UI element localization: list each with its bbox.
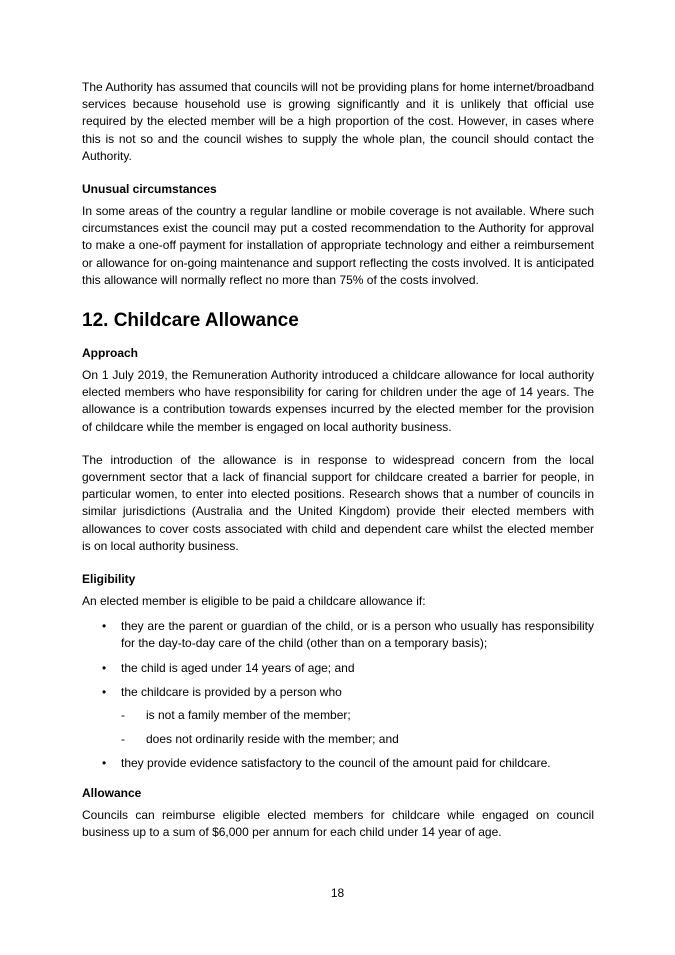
list-item <box>82 660 594 677</box>
approach-paragraph-2: The introduction of the allowance is in response to widespread concern from the local government sector that a lack of financial support for childcare created a barrier for people, in particular women, to enter into elected positions. Research shows that a number of councils in similar jurisdictions (Australia and the United Kingdom) provide their elected members with allowances to cover costs associated with child and dependent care whilst the elected member is on local authority business. <box>82 452 594 553</box>
list-item <box>82 755 594 772</box>
list-item-text: the child is aged under 14 years of age; and <box>121 660 355 675</box>
list-item <box>82 684 594 749</box>
list-item-text: they are the parent or guardian of the child, or is a person who usually has responsibility for the day-to-day care of the child (other than on a temporary basis); <box>121 619 594 651</box>
sub-list-item-text: does not ordinarily reside with the member; and <box>146 732 399 747</box>
approach-paragraph-1: On 1 July 2019, the Remuneration Authority introduced a childcare allowance for local authority elected members who have responsibility for caring for children under the age of 14 years. The allowance is a contribution towards expenses incurred by the elected member for the provision of childcare while the member is engaged on local authority business. <box>82 368 594 434</box>
dash-icon: - <box>121 732 125 747</box>
section-title: 12. Childcare Allowance <box>82 310 299 332</box>
sub-list-item <box>121 731 594 748</box>
dash-icon: - <box>121 708 125 723</box>
list-item-text: they provide evidence satisfactory to the council of the amount paid for childcare. <box>121 756 551 771</box>
list-item <box>82 618 594 652</box>
eligibility-intro: An elected member is eligible to be paid a childcare allowance if: <box>82 594 426 609</box>
page-number: 18 <box>330 886 345 900</box>
sub-list <box>121 707 594 748</box>
eligibility-list <box>82 618 594 772</box>
sub-list-item-text: is not a family member of the member; <box>146 708 351 723</box>
broadband-paragraph: The Authority has assumed that councils will not be providing plans for home internet/broadband services because household use is growing significantly and it is unlikely that official use required by the elected member will be a high proportion of the cost. However, in cases where this is not so and the council wishes to supply the whole plan, the council should contact the Authority. <box>82 80 594 163</box>
eligibility-heading: Eligibility <box>82 572 136 587</box>
bullet-icon: • <box>102 660 107 675</box>
list-item-text: the childcare is provided by a person who <box>121 684 342 699</box>
approach-heading: Approach <box>82 346 139 361</box>
bullet-icon: • <box>102 756 107 771</box>
unusual-circumstances-paragraph: In some areas of the country a regular landline or mobile coverage is not available. Where such circumstances exist the council may put a costed recommendation to the Authority for approval to make a one-off payment for installation of appropriate technology and either a reimbursement or allowance for on-going maintenance and support reflecting the costs involved. It is anticipated this allowance will normally reflect no more than 75% of the costs involved. <box>82 204 594 287</box>
allowance-heading: Allowance <box>82 785 142 800</box>
bullet-icon: • <box>102 619 107 634</box>
page-content <box>82 79 594 841</box>
unusual-circumstances-heading: Unusual circumstances <box>82 182 217 197</box>
bullet-icon: • <box>102 684 107 699</box>
sub-list-item <box>121 707 594 724</box>
allowance-paragraph: Councils can reimburse eligible elected members for childcare while engaged on council business up to a sum of $6,000 per annum for each child under 14 year of age. <box>82 807 594 839</box>
